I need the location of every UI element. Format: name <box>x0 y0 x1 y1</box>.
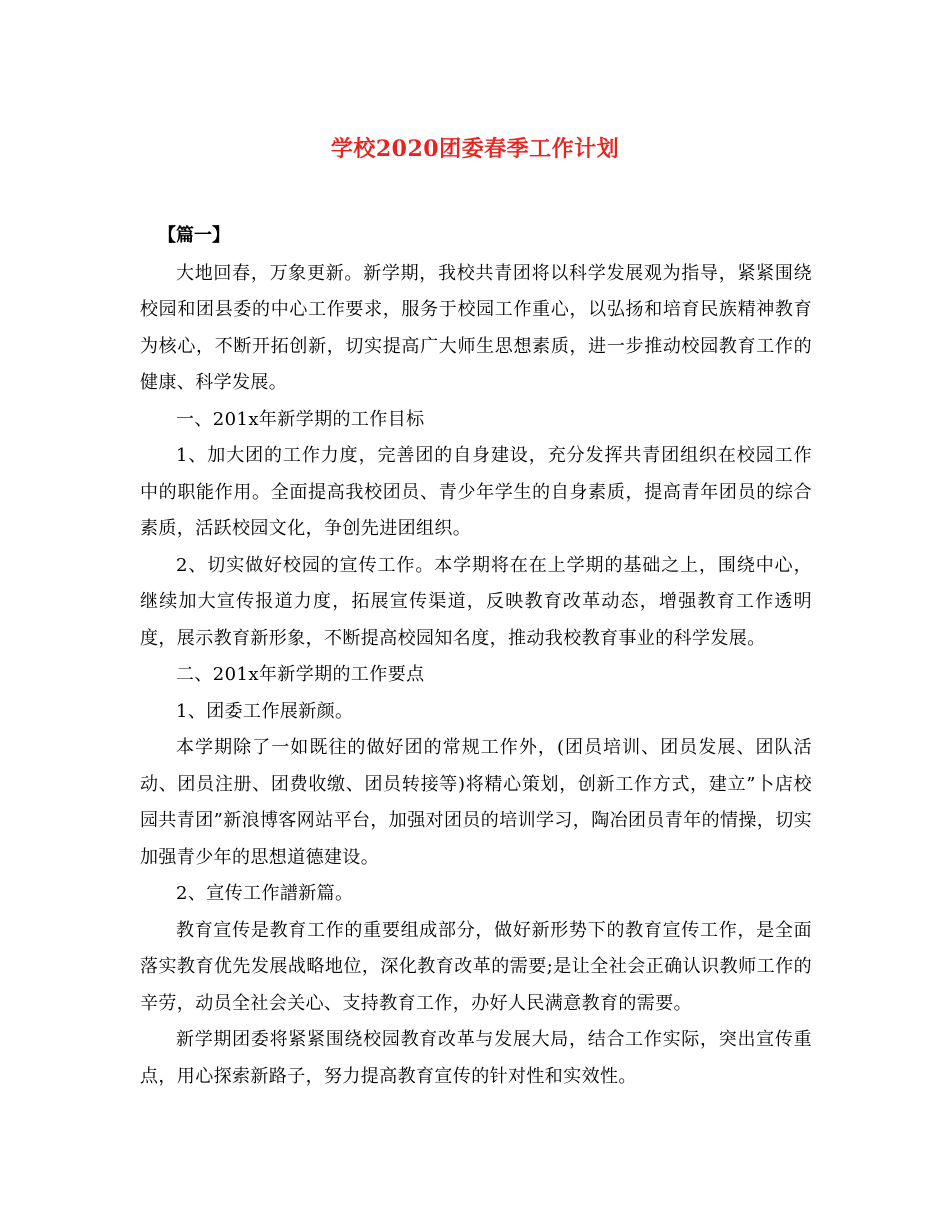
point-2-paragraph-a: 教育宣传是教育工作的重要组成部分，做好新形势下的教育宣传工作，是全面落实教育优先发展战略地位，深化教育改革的需要;是让全社会正确认识教师工作的辛劳，动员全社会关心、支持教育工作，办好人民满意教育的需要。 <box>140 919 812 1014</box>
goal-1-paragraph: 1、加大团的工作力度，完善团的自身建设，充分发挥共青团组织在校园工作中的职能作用。全面提高我校团员、青少年学生的自身素质，提高青年团员的综合素质，活跃校园文化，争创先进团组织。 <box>140 445 812 539</box>
document-title: 学校2020团委春季工作计划 <box>330 136 620 162</box>
section-heading: 【篇一】 <box>158 225 230 246</box>
point-2-heading: 2、宣传工作譜新篇。 <box>176 883 354 904</box>
heading-key-points: 二、201x年新学期的工作要点 <box>176 664 425 685</box>
goal-2-paragraph: 2、切实做好校园的宣传工作。本学期将在在上学期的基础之上，围绕中心，继续加大宣传报道力度，拓展宣传渠道，反映教育改革动态，增强教育工作透明度，展示教育新形象，不断提高校园知名度，推动我校教育事业的科学发展。 <box>140 554 812 649</box>
heading-goals: 一、201x年新学期的工作目标 <box>176 408 425 430</box>
point-1-paragraph: 本学期除了一如既往的做好团的常规工作外，(团员培训、团员发展、团队活动、团员注册、团费收缴、团员转接等)将精心策划，创新工作方式，建立”卜店校园共青团”新浪博客网站平台，加强对团员的培训学习，陶冶团员青年的情操，切实加强青少年的思想道德建设。 <box>140 737 812 868</box>
document-body <box>140 218 812 1095</box>
point-1-heading: 1、团委工作展新颜。 <box>176 700 354 722</box>
intro-paragraph: 大地回春，万象更新。新学期，我校共青团将以科学发展观为指导，紧紧围绕校园和团县委的中心工作要求，服务于校园工作重心，以弘扬和培育民族精神教育为核心，不断开拓创新，切实提高广大师生思想素质，进一步推动校园教育工作的健康、科学发展。 <box>140 262 812 393</box>
point-2-paragraph-b: 新学期团委将紧紧围绕校园教育改革与发展大局，结合工作实际，突出宣传重点，用心探索新路子，努力提高教育宣传的针对性和实效性。 <box>140 1029 812 1087</box>
